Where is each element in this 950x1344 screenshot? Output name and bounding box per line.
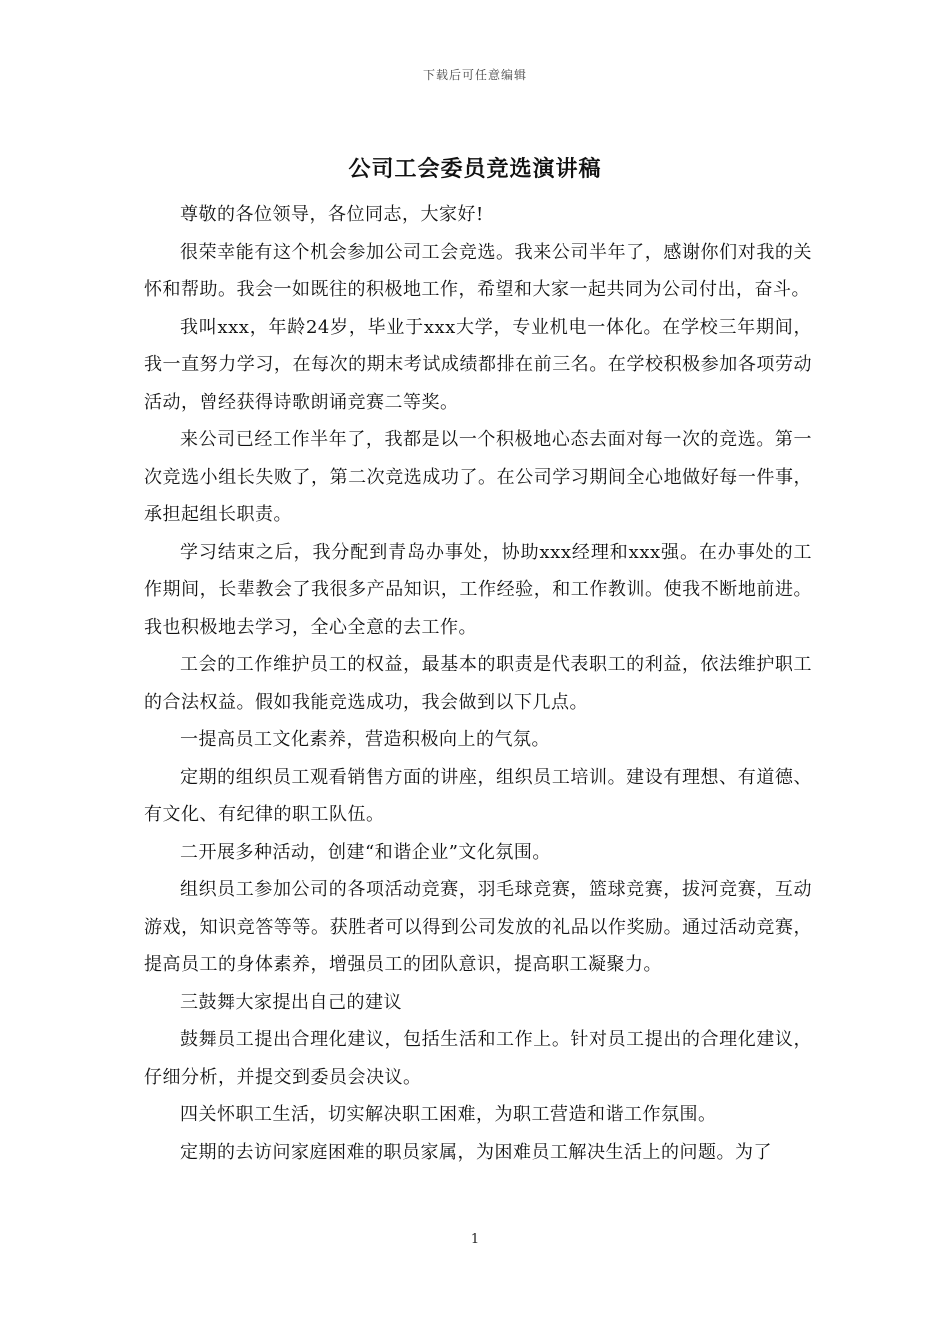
paragraph: 定期的组织员工观看销售方面的讲座，组织员工培训。建设有理想、有道德、有文化、有纪律的职工队伍。: [144, 766, 812, 825]
section-heading: 四关怀职工生活，切实解决职工困难，为职工营造和谐工作氛围。: [180, 1104, 717, 1125]
section-heading: 二开展多种活动，创建“和谐企业”文化氛围。: [180, 841, 551, 863]
paragraph: 我叫xxx，年龄24岁，毕业于xxx大学，专业机电一体化。在学校三年期间，我一直努力学习，在每次的期末考试成绩都排在前三名。在学校积极参加各项劳动活动，曾经获得诗歌朗诵竞赛二等奖。: [144, 316, 812, 413]
paragraph: 鼓舞员工提出合理化建议，包括生活和工作上。针对员工提出的合理化建议，仔细分析，并提交到委员会决议。: [144, 1029, 812, 1088]
paragraph: 组织员工参加公司的各项活动竞赛，羽毛球竞赛，篮球竞赛，拔河竞赛，互动游戏，知识竞答等等。获胜者可以得到公司发放的礼品以作奖励。通过活动竞赛，提高员工的身体素养，增强员工的团队意识，提高职工凝聚力。: [144, 879, 812, 975]
header-note: 下载后可任意编辑: [422, 68, 527, 82]
paragraph: 工会的工作维护员工的权益，最基本的职责是代表职工的利益，依法维护职工的合法权益。假如我能竞选成功，我会做到以下几点。: [144, 654, 812, 713]
paragraph-greeting: 尊敬的各位领导，各位同志，大家好!: [180, 204, 484, 225]
document-title: 公司工会委员竞选演讲稿: [348, 157, 602, 182]
document-body: [144, 196, 812, 1171]
section-heading: 三鼓舞大家提出自己的建议: [180, 991, 402, 1013]
section-heading: 一提高员工文化素养，营造积极向上的气氛。: [180, 729, 550, 750]
paragraph: 来公司已经工作半年了，我都是以一个积极地心态去面对每一次的竞选。第一次竞选小组长失败了，第二次竞选成功了。在公司学习期间全心地做好每一件事，承担起组长职责。: [144, 429, 812, 525]
page-number: 1: [470, 1232, 480, 1247]
paragraph: 学习结束之后，我分配到青岛办事处，协助xxx经理和xxx强。在办事处的工作期间，长辈教会了我很多产品知识，工作经验，和工作教训。使我不断地前进。我也积极地去学习，全心全意的去工作。: [144, 541, 812, 638]
paragraph: 定期的去访问家庭困难的职员家属，为困难员工解决生活上的问题。为了: [180, 1141, 772, 1163]
paragraph: 很荣幸能有这个机会参加公司工会竞选。我来公司半年了，感谢你们对我的关怀和帮助。我会一如既往的积极地工作，希望和大家一起共同为公司付出，奋斗。: [144, 241, 812, 300]
